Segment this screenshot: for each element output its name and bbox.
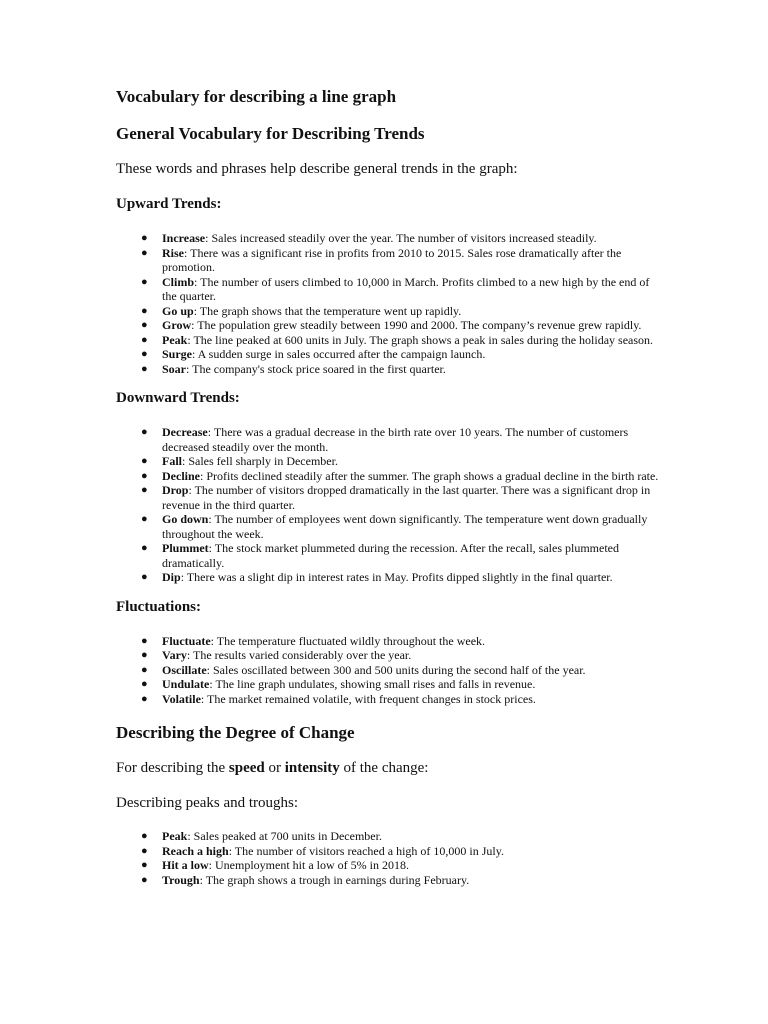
list-item-term: Grow [162, 318, 192, 332]
bullet-icon: ● [141, 678, 148, 690]
list-item-text: : The population grew steadily between 1990 and 2000. The company’s revenue grew rapidly. [191, 318, 642, 332]
degree-intro-prefix: For describing the [116, 760, 229, 776]
list-item [116, 483, 661, 512]
list-item [116, 275, 661, 304]
degree-intro-suffix: of the change: [339, 760, 429, 776]
bullet-icon: ● [141, 692, 148, 705]
list-item [116, 246, 661, 275]
list-item-term: Vary [162, 648, 187, 662]
list-item-term: Plummet [162, 541, 209, 555]
list-item-text: : The line graph undulates, showing small rises and falls in revenue. [209, 677, 536, 691]
list-item-text: : The graph shows a trough in earnings during February. [199, 872, 470, 887]
bullet-icon: ● [141, 348, 148, 360]
list-item-text: : The graph shows that the temperature went up rapidly. [193, 303, 462, 318]
bullet-icon: ● [141, 830, 148, 842]
bullet-icon: ● [141, 232, 148, 244]
list-item-text: : There was a gradual decrease in the birth rate over 10 years. The number of customers decreased steadily over the month. [162, 425, 629, 454]
bullet-icon: ● [141, 275, 148, 288]
list-item [116, 858, 661, 873]
list-item-text: : A sudden surge in sales occurred after the campaign launch. [192, 347, 486, 361]
bullet-icon: ● [141, 455, 148, 467]
bullet-icon: ● [141, 663, 148, 676]
list-item-text: : The temperature fluctuated wildly throughout the week. [210, 633, 486, 648]
list-item-text: : Sales oscillated between 300 and 500 units during the second half of the year. [206, 662, 586, 677]
list-item [116, 570, 661, 585]
list-item-text: : Sales increased steadily over the year. The number of visitors increased steadily. [205, 231, 597, 245]
list-item-text: : The number of visitors reached a high of 10,000 in July. [228, 843, 504, 858]
list-item-term: Drop [162, 483, 189, 497]
list-item-text: : The line peaked at 600 units in July. The graph shows a peak in sales during the holiday season. [187, 332, 654, 347]
list-item-text: : The number of employees went down significantly. The temperature went down gradually throughout the week. [162, 512, 648, 541]
list-item-text: : The number of visitors dropped dramatically in the last quarter. There was a significant drop in revenue in the third quarter. [162, 483, 651, 512]
section-heading-upward: Upward Trends: [116, 196, 222, 212]
list-item-term: Reach a high [162, 843, 229, 858]
bullet-icon: ● [141, 649, 148, 661]
list-item-term: Decrease [162, 425, 208, 439]
list-item [116, 829, 661, 844]
list-item-term: Dip [162, 570, 181, 584]
list-item-text: : The number of users climbed to 10,000 in March. Profits climbed to a new high by the end of the quarter. [162, 274, 650, 303]
list-item-term: Climb [162, 274, 195, 289]
list-item-text: : Unemployment hit a low of 5% in 2018. [208, 858, 409, 872]
peaks-intro: Describing peaks and troughs: [116, 795, 299, 811]
list-item [116, 648, 661, 663]
list-item-term: Fall [162, 454, 182, 468]
degree-heading: Describing the Degree of Change [116, 723, 355, 742]
page-title: Vocabulary for describing a line graph [116, 87, 397, 106]
section-heading-fluctuations: Fluctuations: [116, 598, 202, 615]
list-item [116, 541, 661, 570]
list-item-text: : There was a slight dip in interest rates in May. Profits dipped slightly in the final quarter. [180, 570, 613, 584]
list-item-term: Surge [162, 347, 192, 361]
list-item-term: Volatile [162, 691, 201, 706]
list-item [116, 873, 661, 888]
bullet-icon: ● [141, 873, 148, 886]
fluctuations-list [116, 634, 661, 707]
list-item [116, 304, 661, 319]
list-item-term: Fluctuate [162, 633, 211, 648]
list-item [116, 333, 661, 348]
bullet-icon: ● [141, 304, 148, 317]
list-item [116, 231, 661, 246]
intro-text: These words and phrases help describe general trends in the graph: [116, 161, 518, 177]
degree-intro-speed: speed [228, 760, 265, 776]
list-item [116, 318, 661, 333]
list-item-term: Undulate [162, 677, 210, 691]
list-item [116, 512, 661, 541]
list-item [116, 634, 661, 649]
list-item [116, 454, 661, 469]
bullet-icon: ● [141, 634, 148, 647]
downward-list [116, 425, 661, 585]
bullet-icon: ● [141, 469, 148, 482]
list-item [116, 362, 661, 377]
list-item-text: : Profits declined steadily after the summer. The graph shows a gradual decline in the birth rate. [200, 468, 659, 483]
bullet-icon: ● [141, 333, 148, 346]
bullet-icon: ● [141, 484, 148, 496]
list-item-term: Oscillate [162, 662, 207, 677]
bullet-icon: ● [141, 859, 148, 871]
list-item-term: Hit a low [162, 858, 209, 872]
list-item [116, 692, 661, 707]
bullet-icon: ● [141, 571, 148, 583]
list-item [116, 844, 661, 859]
list-item [116, 663, 661, 678]
list-item-term: Rise [162, 245, 184, 260]
list-item-text: : The stock market plummeted during the recession. After the recall, sales plummeted dramatically. [162, 541, 619, 570]
list-item-text: : There was a significant rise in profits from 2010 to 2015. Sales rose dramatically after the promotion. [162, 245, 622, 274]
list-item-term: Peak [162, 829, 188, 843]
list-item-text: : The market remained volatile, with frequent changes in stock prices. [200, 691, 536, 706]
list-item [116, 425, 661, 454]
list-item-term: Increase [162, 231, 206, 245]
bullet-icon: ● [141, 319, 148, 331]
degree-intro-middle: or [264, 760, 285, 776]
section-heading-downward: Downward Trends: [116, 390, 240, 406]
list-item-term: Go up [162, 303, 194, 318]
list-item-text: : Sales fell sharply in December. [182, 454, 338, 468]
degree-intro [116, 759, 661, 778]
bullet-icon: ● [141, 362, 148, 375]
general-heading: General Vocabulary for Describing Trends [116, 124, 425, 143]
degree-intro-intensity: intensity [284, 760, 340, 776]
list-item-term: Trough [162, 872, 200, 887]
list-item [116, 677, 661, 692]
bullet-icon: ● [141, 513, 148, 525]
document-content [116, 86, 661, 900]
bullet-icon: ● [141, 426, 148, 438]
list-item-term: Peak [162, 332, 188, 347]
list-item [116, 347, 661, 362]
peaks-list [116, 829, 661, 887]
list-item [116, 469, 661, 484]
list-item-term: Decline [162, 468, 200, 483]
list-item-text: : The company's stock price soared in the first quarter. [186, 361, 446, 376]
list-item-text: : The results varied considerably over the year. [186, 648, 412, 662]
list-item-term: Go down [162, 512, 209, 526]
list-item-text: : Sales peaked at 700 units in December. [187, 829, 382, 843]
upward-list [116, 231, 661, 376]
list-item-term: Soar [162, 361, 186, 376]
bullet-icon: ● [141, 246, 148, 259]
bullet-icon: ● [141, 844, 148, 857]
bullet-icon: ● [141, 542, 148, 554]
